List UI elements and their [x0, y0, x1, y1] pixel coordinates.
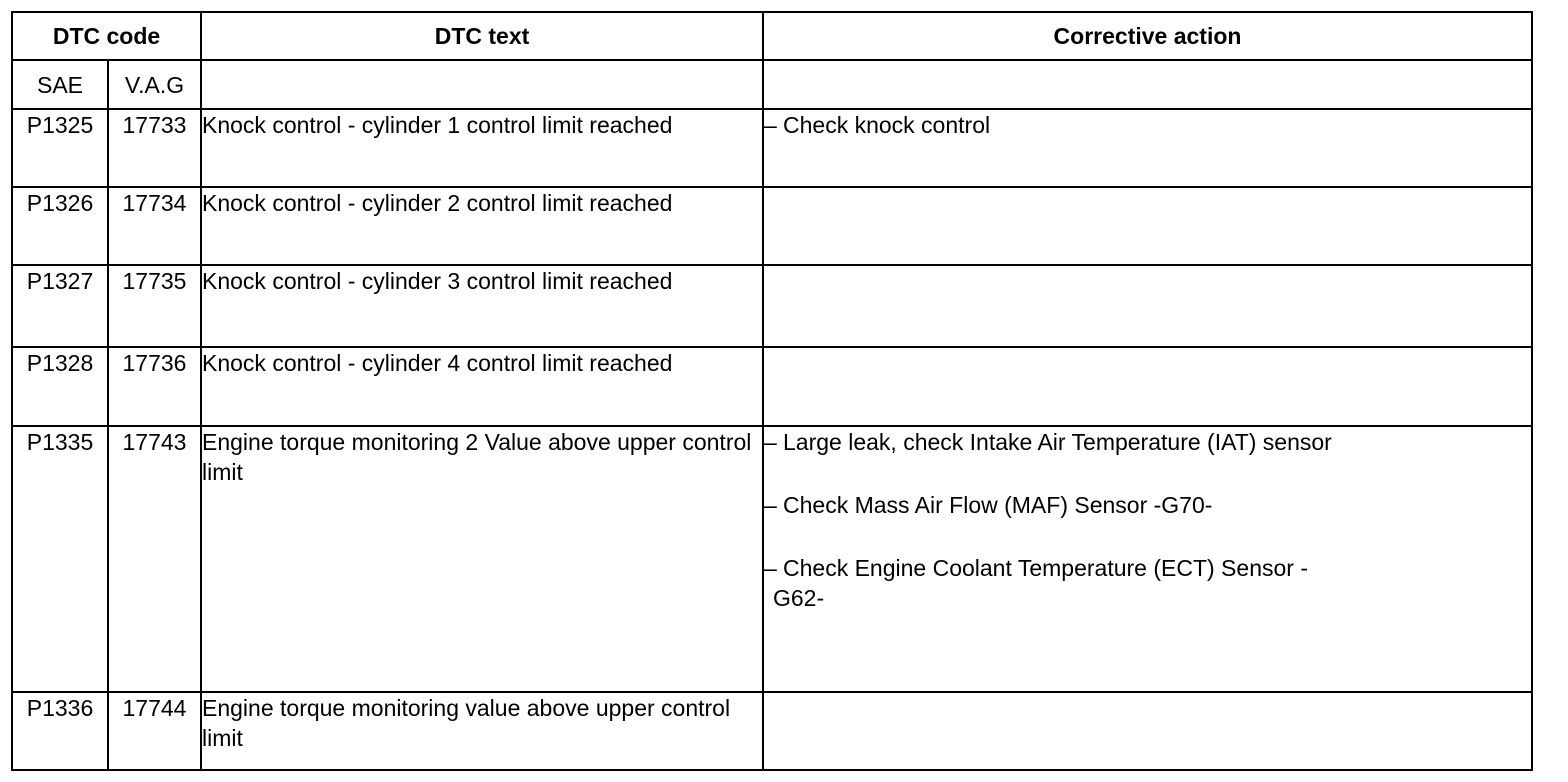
dtc-text: Knock control - cylinder 1 control limit reached: [201, 109, 763, 187]
table-row: [12, 265, 1532, 347]
action-text: Check Mass Air Flow (MAF) Sensor -G70-: [783, 492, 1213, 518]
corrective-action-cell: [763, 187, 1532, 265]
corrective-action-cell: [763, 426, 1532, 692]
vag-code: 17735: [108, 265, 201, 347]
sae-code: P1327: [12, 265, 108, 347]
table-row: [12, 692, 1532, 770]
sae-code: P1325: [12, 109, 108, 187]
dtc-text: Engine torque monitoring 2 Value above upper control limit: [201, 426, 763, 692]
header-row: [12, 12, 1532, 60]
sae-code: P1336: [12, 692, 108, 770]
action-text: Check knock control: [783, 112, 991, 138]
corrective-action-cell: [763, 692, 1532, 770]
vag-code: 17734: [108, 187, 201, 265]
dtc-text: Knock control - cylinder 3 control limit reached: [201, 265, 763, 347]
corrective-action-cell: [763, 347, 1532, 426]
subheader-sae: SAE: [12, 60, 108, 109]
dtc-text: Knock control - cylinder 2 control limit reached: [201, 187, 763, 265]
sae-code: P1326: [12, 187, 108, 265]
corrective-action-cell: [763, 265, 1532, 347]
dtc-table: [11, 11, 1533, 771]
vag-code: 17733: [108, 109, 201, 187]
header-dtc-code: DTC code: [12, 12, 201, 60]
subheader-vag: V.A.G: [108, 60, 201, 109]
dtc-text: Engine torque monitoring value above upper control limit: [201, 692, 763, 770]
action-text-continuation: G62-: [773, 585, 825, 611]
action-item: [764, 110, 1531, 140]
action-item: [764, 490, 1531, 520]
table-row: [12, 109, 1532, 187]
subheader-empty-action: [763, 60, 1532, 109]
dash-bullet-icon: –: [764, 429, 777, 455]
action-item: [764, 427, 1531, 457]
vag-code: 17744: [108, 692, 201, 770]
sae-code: P1328: [12, 347, 108, 426]
table-row: [12, 347, 1532, 426]
corrective-action-cell: [763, 109, 1532, 187]
dtc-text: Knock control - cylinder 4 control limit reached: [201, 347, 763, 426]
sae-code: P1335: [12, 426, 108, 692]
table-row: [12, 187, 1532, 265]
subheader-row: [12, 60, 1532, 109]
action-text: Large leak, check Intake Air Temperature (IAT) sensor: [783, 429, 1332, 455]
table-row: [12, 426, 1532, 692]
header-corrective-action: Corrective action: [763, 12, 1532, 60]
dash-bullet-icon: –: [764, 112, 777, 138]
subheader-empty-text: [201, 60, 763, 109]
header-dtc-text: DTC text: [201, 12, 763, 60]
action-text: Check Engine Coolant Temperature (ECT) Sensor -: [783, 555, 1308, 581]
action-item: [764, 553, 1531, 613]
dash-bullet-icon: –: [764, 492, 777, 518]
vag-code: 17743: [108, 426, 201, 692]
vag-code: 17736: [108, 347, 201, 426]
dash-bullet-icon: –: [764, 555, 777, 581]
